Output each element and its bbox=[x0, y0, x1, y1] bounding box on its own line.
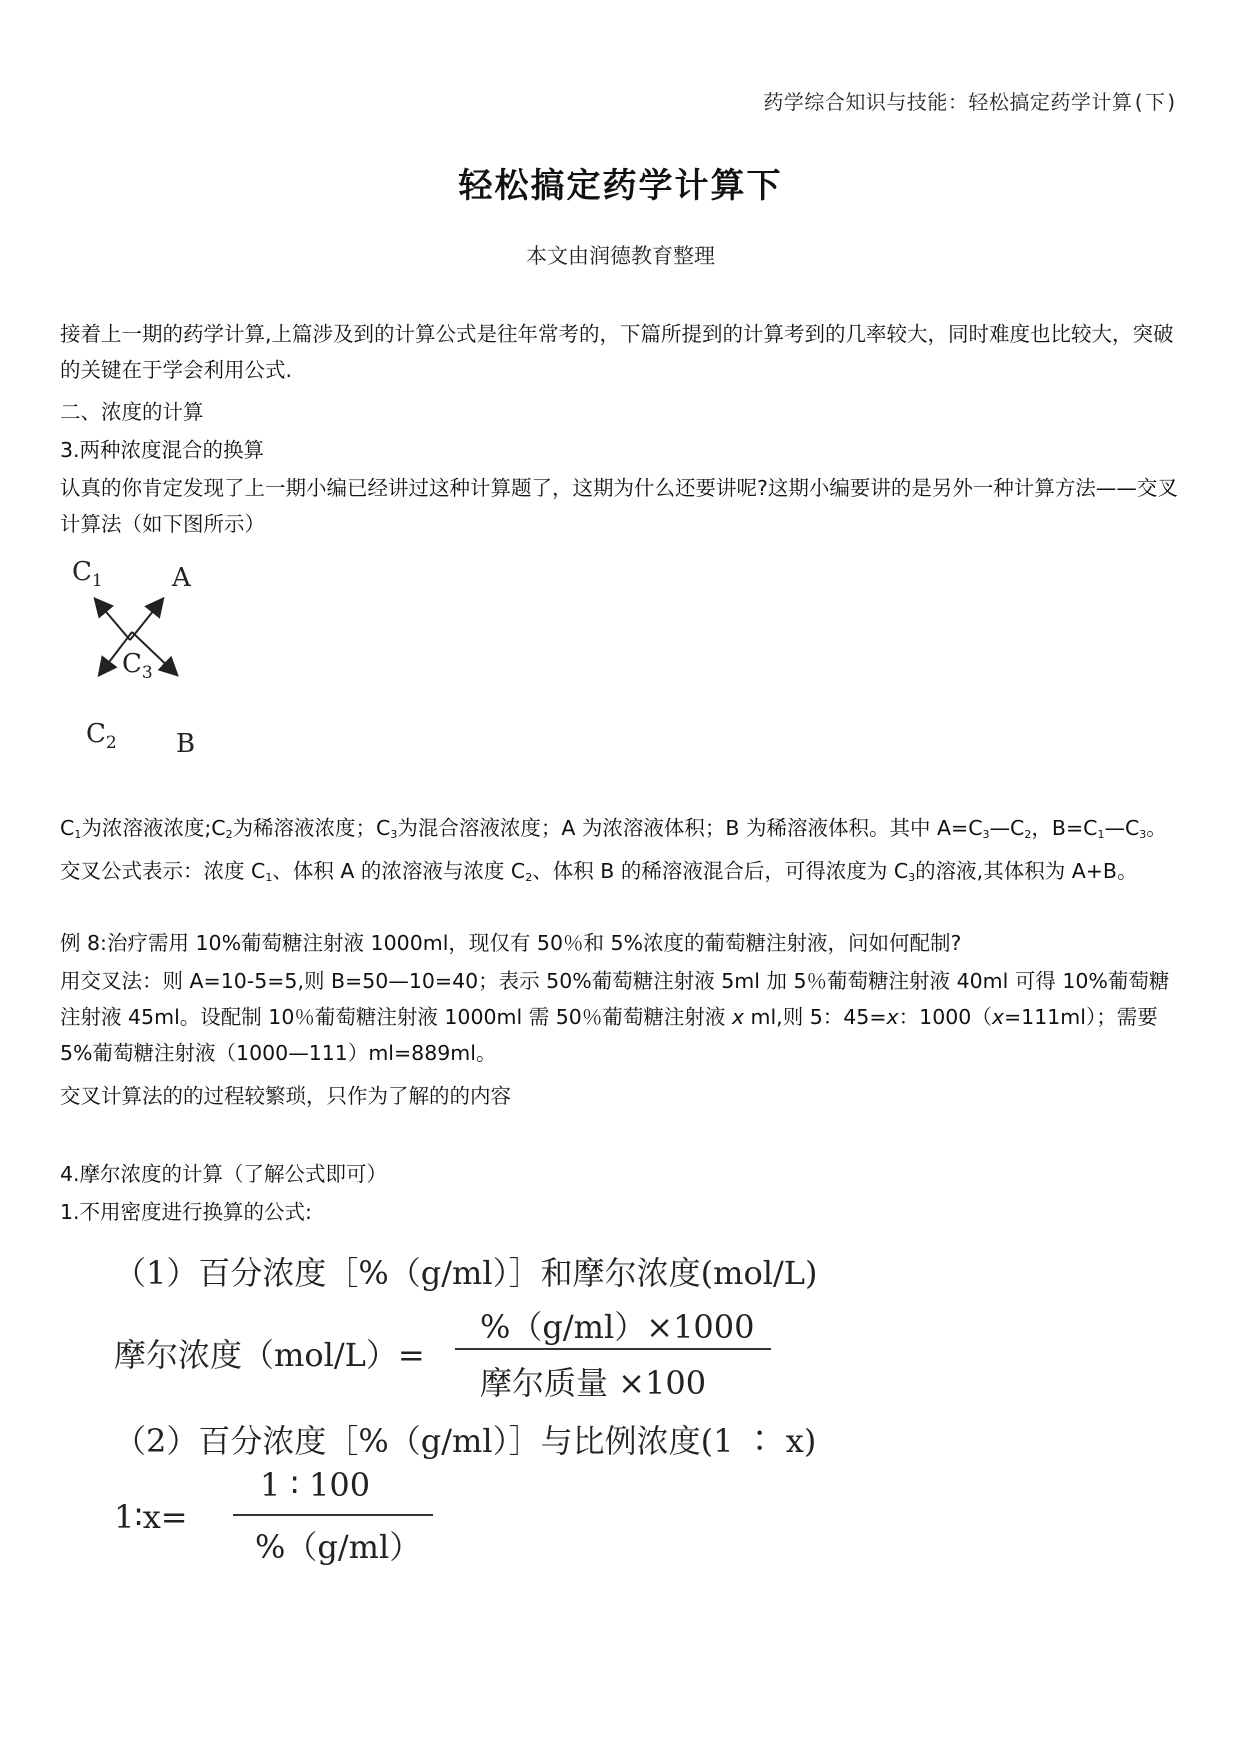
intro-paragraph: 接着上一期的药学计算,上篇涉及到的计算公式是往年常考的，下篇所提到的计算考到的几率较大，同时难度也比较大，突破的关键在于学会利用公式. bbox=[60, 322, 1174, 382]
label-c1-sub: 1 bbox=[91, 571, 103, 591]
def-sub: 2 bbox=[525, 871, 533, 884]
section-heading-concentration: 二、浓度的计算 bbox=[60, 400, 204, 424]
formula-block bbox=[100, 1248, 1000, 1568]
label-c3-sub: 3 bbox=[141, 663, 153, 683]
def-text: —C bbox=[1104, 816, 1140, 840]
label-c1: C bbox=[72, 557, 92, 587]
def-sub: 2 bbox=[1024, 828, 1032, 841]
label-a: A bbox=[172, 563, 191, 593]
formula-denominator-2: %（g/ml） bbox=[255, 1528, 422, 1566]
svg-text:C1 bbox=[72, 557, 103, 591]
def-sub: 3 bbox=[1139, 828, 1147, 841]
def-sub: 1 bbox=[74, 828, 82, 841]
def-text: 为混合溶液浓度；A 为浓溶液体积；B 为稀溶液体积。其中 A=C bbox=[397, 816, 983, 840]
fraction-bar-1 bbox=[455, 1348, 771, 1350]
solution-text: ml,则 5：45= bbox=[744, 1005, 887, 1029]
page-subtitle: 本文由润德教育整理 bbox=[526, 244, 715, 268]
formula-numerator-1: %（g/ml）×1000 bbox=[480, 1308, 755, 1346]
formula-numerator-2: 1 ∶ 100 bbox=[260, 1466, 371, 1504]
arrow-to-c1 bbox=[96, 600, 130, 640]
svg-text:C2 bbox=[86, 719, 117, 753]
page-title: 轻松搞定药学计算下 bbox=[458, 166, 783, 206]
example-8-solution bbox=[60, 963, 1178, 1071]
def-text: 的溶液,其体积为 A+B。 bbox=[915, 859, 1138, 883]
solution-text: =111ml）；需要 5%葡萄糖注射液（1000—111）ml=889ml。 bbox=[60, 1005, 1158, 1065]
def-text: 、体积 A 的浓溶液与浓度 C bbox=[272, 859, 526, 883]
definitions-paragraph bbox=[60, 810, 1178, 896]
def-sub: 1 bbox=[1097, 828, 1105, 841]
running-header: 药学综合知识与技能：轻松搞定药学计算(下) bbox=[763, 90, 1178, 114]
formula-heading-2: （2）百分浓度［%（g/ml）］与比例浓度(1 ∶ x) bbox=[114, 1422, 817, 1460]
variable-x: x bbox=[991, 1005, 1004, 1029]
cross-method-diagram bbox=[60, 552, 240, 792]
formula-denominator-1: 摩尔质量 ×100 bbox=[480, 1364, 707, 1402]
formula-label-2: 1∶x= bbox=[114, 1498, 188, 1536]
solution-text: ：1000（ bbox=[898, 1005, 992, 1029]
solution-text: 用交叉法：则 A=10-5=5,则 B=50—10=40；表示 50%葡萄糖注射液 5ml 加 5％葡萄糖注射液 40ml 可得 10%葡萄糖注射液 45ml。设配制 10％葡萄糖注射液 1000ml 需 50％葡萄糖注射液 bbox=[60, 969, 1170, 1029]
label-b: B bbox=[176, 729, 196, 759]
def-text: 为稀溶液浓度；C bbox=[232, 816, 391, 840]
formula-label-1: 摩尔浓度（mol/L）= bbox=[114, 1336, 425, 1374]
variable-x: x bbox=[731, 1005, 744, 1029]
def-sub: 3 bbox=[908, 871, 916, 884]
def-text: C bbox=[60, 816, 75, 840]
section-heading-molarity: 4.摩尔浓度的计算（了解公式即可） bbox=[60, 1162, 388, 1186]
example-8: 例 8:治疗需用 10%葡萄糖注射液 1000ml，现仅有 50％和 5%浓度的葡萄糖注射液，问如何配制? bbox=[60, 931, 962, 955]
variable-x: x bbox=[886, 1005, 899, 1029]
def-sub: 3 bbox=[982, 828, 990, 841]
section-heading-mixing: 3.两种浓度混合的换算 bbox=[60, 438, 265, 462]
def-text: 、体积 B 的稀溶液混合后，可得浓度为 C bbox=[532, 859, 909, 883]
formula-heading-1: （1）百分浓度［%（g/ml）］和摩尔浓度(mol/L) bbox=[114, 1254, 818, 1292]
fraction-bar-2 bbox=[233, 1514, 433, 1516]
label-c2-sub: 2 bbox=[105, 733, 117, 753]
def-text: 。交叉公式表示：浓度 C bbox=[60, 816, 1167, 883]
label-c3: C bbox=[122, 649, 142, 679]
mixing-paragraph: 认真的你肯定发现了上一期小编已经讲过这种计算题了，这期为什么还要讲呢?这期小编要讲的是另外一种计算方法——交叉计算法（如下图所示） bbox=[60, 476, 1178, 536]
def-text: —C bbox=[989, 816, 1025, 840]
svg-text:C3 bbox=[122, 649, 153, 683]
def-sub: 1 bbox=[265, 871, 273, 884]
def-text: 为浓溶液浓度;C bbox=[81, 816, 226, 840]
def-text: ，B=C bbox=[1031, 816, 1098, 840]
note-paragraph: 交叉计算法的的过程较繁琐，只作为了解的的内容 bbox=[60, 1084, 511, 1108]
def-sub: 2 bbox=[225, 828, 233, 841]
label-c2: C bbox=[86, 719, 106, 749]
subsection-heading-formula: 1.不用密度进行换算的公式: bbox=[60, 1200, 312, 1224]
def-sub: 3 bbox=[390, 828, 398, 841]
